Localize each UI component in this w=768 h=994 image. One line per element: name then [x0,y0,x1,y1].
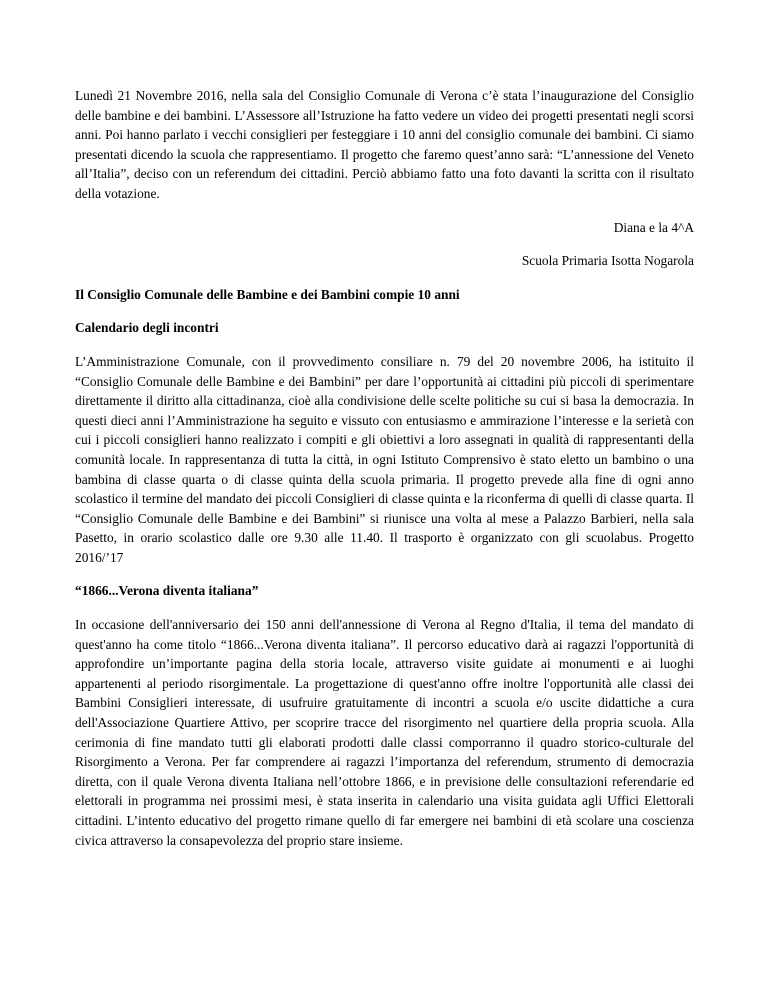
document-page [75,86,694,864]
article-subtitle: Calendario degli incontri [75,320,219,336]
intro-paragraph: Lunedì 21 Novembre 2016, nella sala del Consiglio Comunale di Verona c’è stata l’inaugurazione del Consiglio delle bambine e dei bambini. L’Assessore all’Istruzione ha fatto vedere un video dei progetti presentati negli scorsi anni. Poi hanno parlato i vecchi consiglieri per festeggiare i 10 anni del consiglio comunale dei bambini. Ci siamo presentati dicendo la scuola che rappresentiamo. Il progetto che faremo quest’anno sarà: “L’annessione del Veneto all’Italia”, deciso con un referendum dei cittadini. Perciò abbiamo fatto una foto davanti la scritta con il risultato della votazione. [75,88,694,201]
body-paragraph-1: L’Amministrazione Comunale, con il provvedimento consiliare n. 79 del 20 novembre 2006, ha istituito il “Consiglio Comunale delle Bambine e dei Bambini” per dare l’opportunità ai cittadini più piccoli di sperimentare direttamente il diritto alla cittadinanza, cioè alla condivisione delle scelte politiche su cui si basa la democrazia. In questi dieci anni l’Amministrazione ha seguito e vissuto con entusiasmo e ammirazione l’interesse e la serietà con cui i piccoli consiglieri hanno realizzato i compiti e gli obiettivi a loro assegnati in qualità di rappresentanti della comunità locale. In rappresentanza di tutta la città, in ogni Istituto Comprensivo è stato eletto un bambino o una bambina di classe quarta o di classe quinta della scuola primaria. Il progetto prevede alla fine di ogni anno scolastico il termine del mandato dei piccoli Consiglieri di classe quinta e la riconferma di quelli di classe quarta. Il “Consiglio Comunale delle Bambine e dei Bambini” si riunisce una volta al mese a Palazzo Barbieri, nella sala Pasetto, in orario scolastico dalle ore 9.30 alle 11.40. Il trasporto è organizzato con gli scuolabus. Progetto 2016/’17 [75,353,694,565]
school-name: Scuola Primaria Isotta Nogarola [521,253,694,269]
body-paragraph-2: In occasione dell'anniversario dei 150 anni dell'annessione di Verona al Regno d'Italia, il tema del mandato di quest'anno ha come titolo “1866...Verona diventa italiana”. Il percorso educativo darà ai ragazzi l'opportunità di approfondire un’importante pagina della storia locale, attraverso visite guidate ai monumenti e ai luoghi appartenenti al periodo risorgimentale. La progettazione di quest'anno offre inoltre l'opportunità alle classi dei Bambini Consiglieri interessate, di usufruire gratuitamente di incontri a scuola e/o uscite didattiche a cura dell'Associazione Quartiere Attivo, per scoprire tracce del risorgimento nel quartiere della propria scuola. Alla cerimonia di fine mandato tutti gli elaborati prodotti dalle classi comporranno il quadro storico-culturale del Risorgimento a Verona. Per far comprendere ai ragazzi l’importanza del referendum, strumento di democrazia diretta, con il quale Verona diventa Italiana nell’ottobre 1866, e in previsione delle consultazioni referendarie ed elettorali in programma nei prossimi mesi, è stata inserita in calendario una visita guidata agli Uffici Elettorali cittadini. L’intento educativo del progetto rimane quello di far emergere nei bambini di età scolare una coscienza civica attraverso la consapevolezza del proprio stare insieme. [75,617,694,848]
article-title: Il Consiglio Comunale delle Bambine e dei Bambini compie 10 anni [75,286,460,302]
section-heading: “1866...Verona diventa italiana” [75,583,259,599]
signature: Diana e la 4^A [613,219,694,235]
